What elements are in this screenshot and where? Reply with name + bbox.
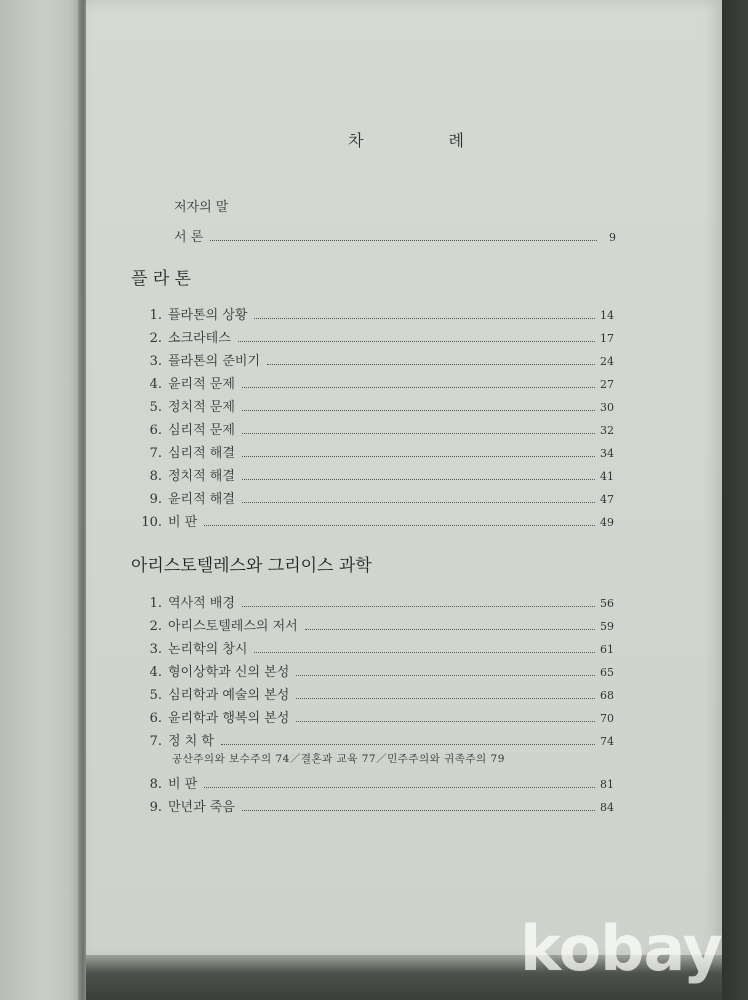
entry-label: 정 치 학 bbox=[168, 734, 214, 749]
entry-label: 플라톤의 준비기 bbox=[168, 354, 261, 369]
leader-dots bbox=[238, 341, 595, 342]
entry-number: 2. bbox=[149, 331, 162, 346]
toc-entry bbox=[132, 350, 614, 369]
toc-entry bbox=[132, 396, 614, 415]
entry-number: 10. bbox=[141, 515, 162, 530]
entry-label: 아리스토텔레스의 저서 bbox=[168, 619, 298, 634]
leader-dots bbox=[242, 810, 595, 811]
entry-page: 47 bbox=[600, 493, 614, 506]
toc-entry-introduction bbox=[174, 226, 616, 245]
entry-label: 역사적 배경 bbox=[168, 596, 235, 611]
entry-label: 정치적 해결 bbox=[168, 469, 235, 484]
leader-dots bbox=[267, 364, 595, 365]
leader-dots bbox=[296, 721, 595, 722]
toc-title: 차 례 bbox=[348, 131, 504, 150]
entry-page: 17 bbox=[600, 332, 614, 345]
leader-dots bbox=[296, 698, 595, 699]
entry-number: 4. bbox=[149, 377, 162, 392]
entry-number: 3. bbox=[149, 354, 162, 369]
leader-dots bbox=[242, 410, 595, 411]
entry-page: 68 bbox=[600, 689, 614, 702]
background-surface bbox=[722, 0, 748, 1000]
toc-entry bbox=[132, 592, 614, 611]
entry-page: 49 bbox=[600, 516, 614, 529]
toc-entry bbox=[132, 684, 614, 703]
toc-entry-preface bbox=[174, 196, 504, 215]
entry-page: 74 bbox=[600, 735, 614, 748]
entry-label: 비 판 bbox=[168, 777, 198, 792]
entry-label: 서 론 bbox=[174, 230, 204, 245]
entry-label: 소크라테스 bbox=[168, 331, 231, 346]
entry-page: 14 bbox=[600, 309, 614, 322]
toc-entry bbox=[132, 796, 614, 815]
toc-entry bbox=[132, 419, 614, 438]
entry-number: 4. bbox=[149, 665, 162, 680]
entry-label: 만년과 죽음 bbox=[168, 800, 235, 815]
section-heading-aristotle: 아리스토텔레스와 그리이스 과학 bbox=[131, 556, 372, 576]
entry-page: 34 bbox=[600, 447, 614, 460]
entry-number: 9. bbox=[149, 492, 162, 507]
entry-label: 플라톤의 상황 bbox=[168, 308, 248, 323]
toc-entry bbox=[132, 638, 614, 657]
entry-label: 윤리적 문제 bbox=[168, 377, 235, 392]
entry-page: 61 bbox=[600, 643, 614, 656]
entry-label: 논리학의 창시 bbox=[168, 642, 248, 657]
section-heading-plato: 플 라 톤 bbox=[131, 269, 192, 289]
entry-page: 32 bbox=[600, 424, 614, 437]
leader-dots bbox=[254, 652, 595, 653]
toc-entry bbox=[132, 304, 614, 323]
entry-page: 84 bbox=[600, 801, 614, 814]
entry-number: 6. bbox=[149, 711, 162, 726]
entry-label: 정치적 문제 bbox=[168, 400, 235, 415]
toc-entry bbox=[132, 488, 614, 507]
leader-dots bbox=[242, 433, 595, 434]
entry-number: 1. bbox=[149, 596, 162, 611]
entry-page: 65 bbox=[600, 666, 614, 679]
toc-entry bbox=[132, 465, 614, 484]
entry-number: 7. bbox=[149, 446, 162, 461]
entry-page: 41 bbox=[600, 470, 614, 483]
entry-page: 81 bbox=[600, 778, 614, 791]
entry-page: 59 bbox=[600, 620, 614, 633]
toc-entry bbox=[132, 511, 614, 530]
entry-number: 5. bbox=[149, 688, 162, 703]
watermark-logo: kobay bbox=[520, 912, 722, 985]
entry-number: 7. bbox=[149, 734, 162, 749]
entry-page: 30 bbox=[600, 401, 614, 414]
entry-number: 5. bbox=[149, 400, 162, 415]
toc-entry bbox=[132, 661, 614, 680]
leader-dots bbox=[296, 675, 595, 676]
entry-number: 2. bbox=[149, 619, 162, 634]
toc-entry bbox=[132, 707, 614, 726]
entry-number: 1. bbox=[149, 308, 162, 323]
entry-number: 8. bbox=[149, 469, 162, 484]
toc-entry bbox=[132, 730, 614, 749]
entry-number: 6. bbox=[149, 423, 162, 438]
toc-entry bbox=[132, 615, 614, 634]
leader-dots bbox=[305, 629, 595, 630]
toc-entry bbox=[132, 373, 614, 392]
leader-dots bbox=[204, 787, 595, 788]
facing-page-edge bbox=[0, 0, 82, 1000]
entry-number: 9. bbox=[149, 800, 162, 815]
leader-dots bbox=[204, 525, 595, 526]
entry-label: 심리적 문제 bbox=[168, 423, 235, 438]
leader-dots bbox=[254, 318, 595, 319]
leader-dots bbox=[242, 479, 595, 480]
entry-label: 저자의 말 bbox=[174, 200, 229, 215]
entry-page: 24 bbox=[600, 355, 614, 368]
entry-label: 형이상학과 신의 본성 bbox=[168, 665, 290, 680]
toc-entry bbox=[132, 442, 614, 461]
subtopics-line: 공산주의와 보수주의 74／결혼과 교육 77／민주주의와 귀족주의 79 bbox=[172, 753, 505, 765]
entry-label: 비 판 bbox=[168, 515, 198, 530]
toc-entry bbox=[132, 773, 614, 792]
leader-dots bbox=[242, 606, 595, 607]
entry-page: 70 bbox=[600, 712, 614, 725]
entry-page: 27 bbox=[600, 378, 614, 391]
leader-dots bbox=[242, 387, 595, 388]
entry-label: 심리학과 예술의 본성 bbox=[168, 688, 290, 703]
entry-label: 윤리적 해결 bbox=[168, 492, 235, 507]
toc-entry bbox=[132, 327, 614, 346]
entry-number: 8. bbox=[149, 777, 162, 792]
leader-dots bbox=[210, 240, 597, 241]
entry-label: 심리적 해결 bbox=[168, 446, 235, 461]
entry-page: 9 bbox=[609, 231, 616, 244]
leader-dots bbox=[242, 502, 595, 503]
entry-page: 56 bbox=[600, 597, 614, 610]
entry-number: 3. bbox=[149, 642, 162, 657]
leader-dots bbox=[221, 744, 595, 745]
entry-label: 윤리학과 행복의 본성 bbox=[168, 711, 290, 726]
leader-dots bbox=[242, 456, 595, 457]
